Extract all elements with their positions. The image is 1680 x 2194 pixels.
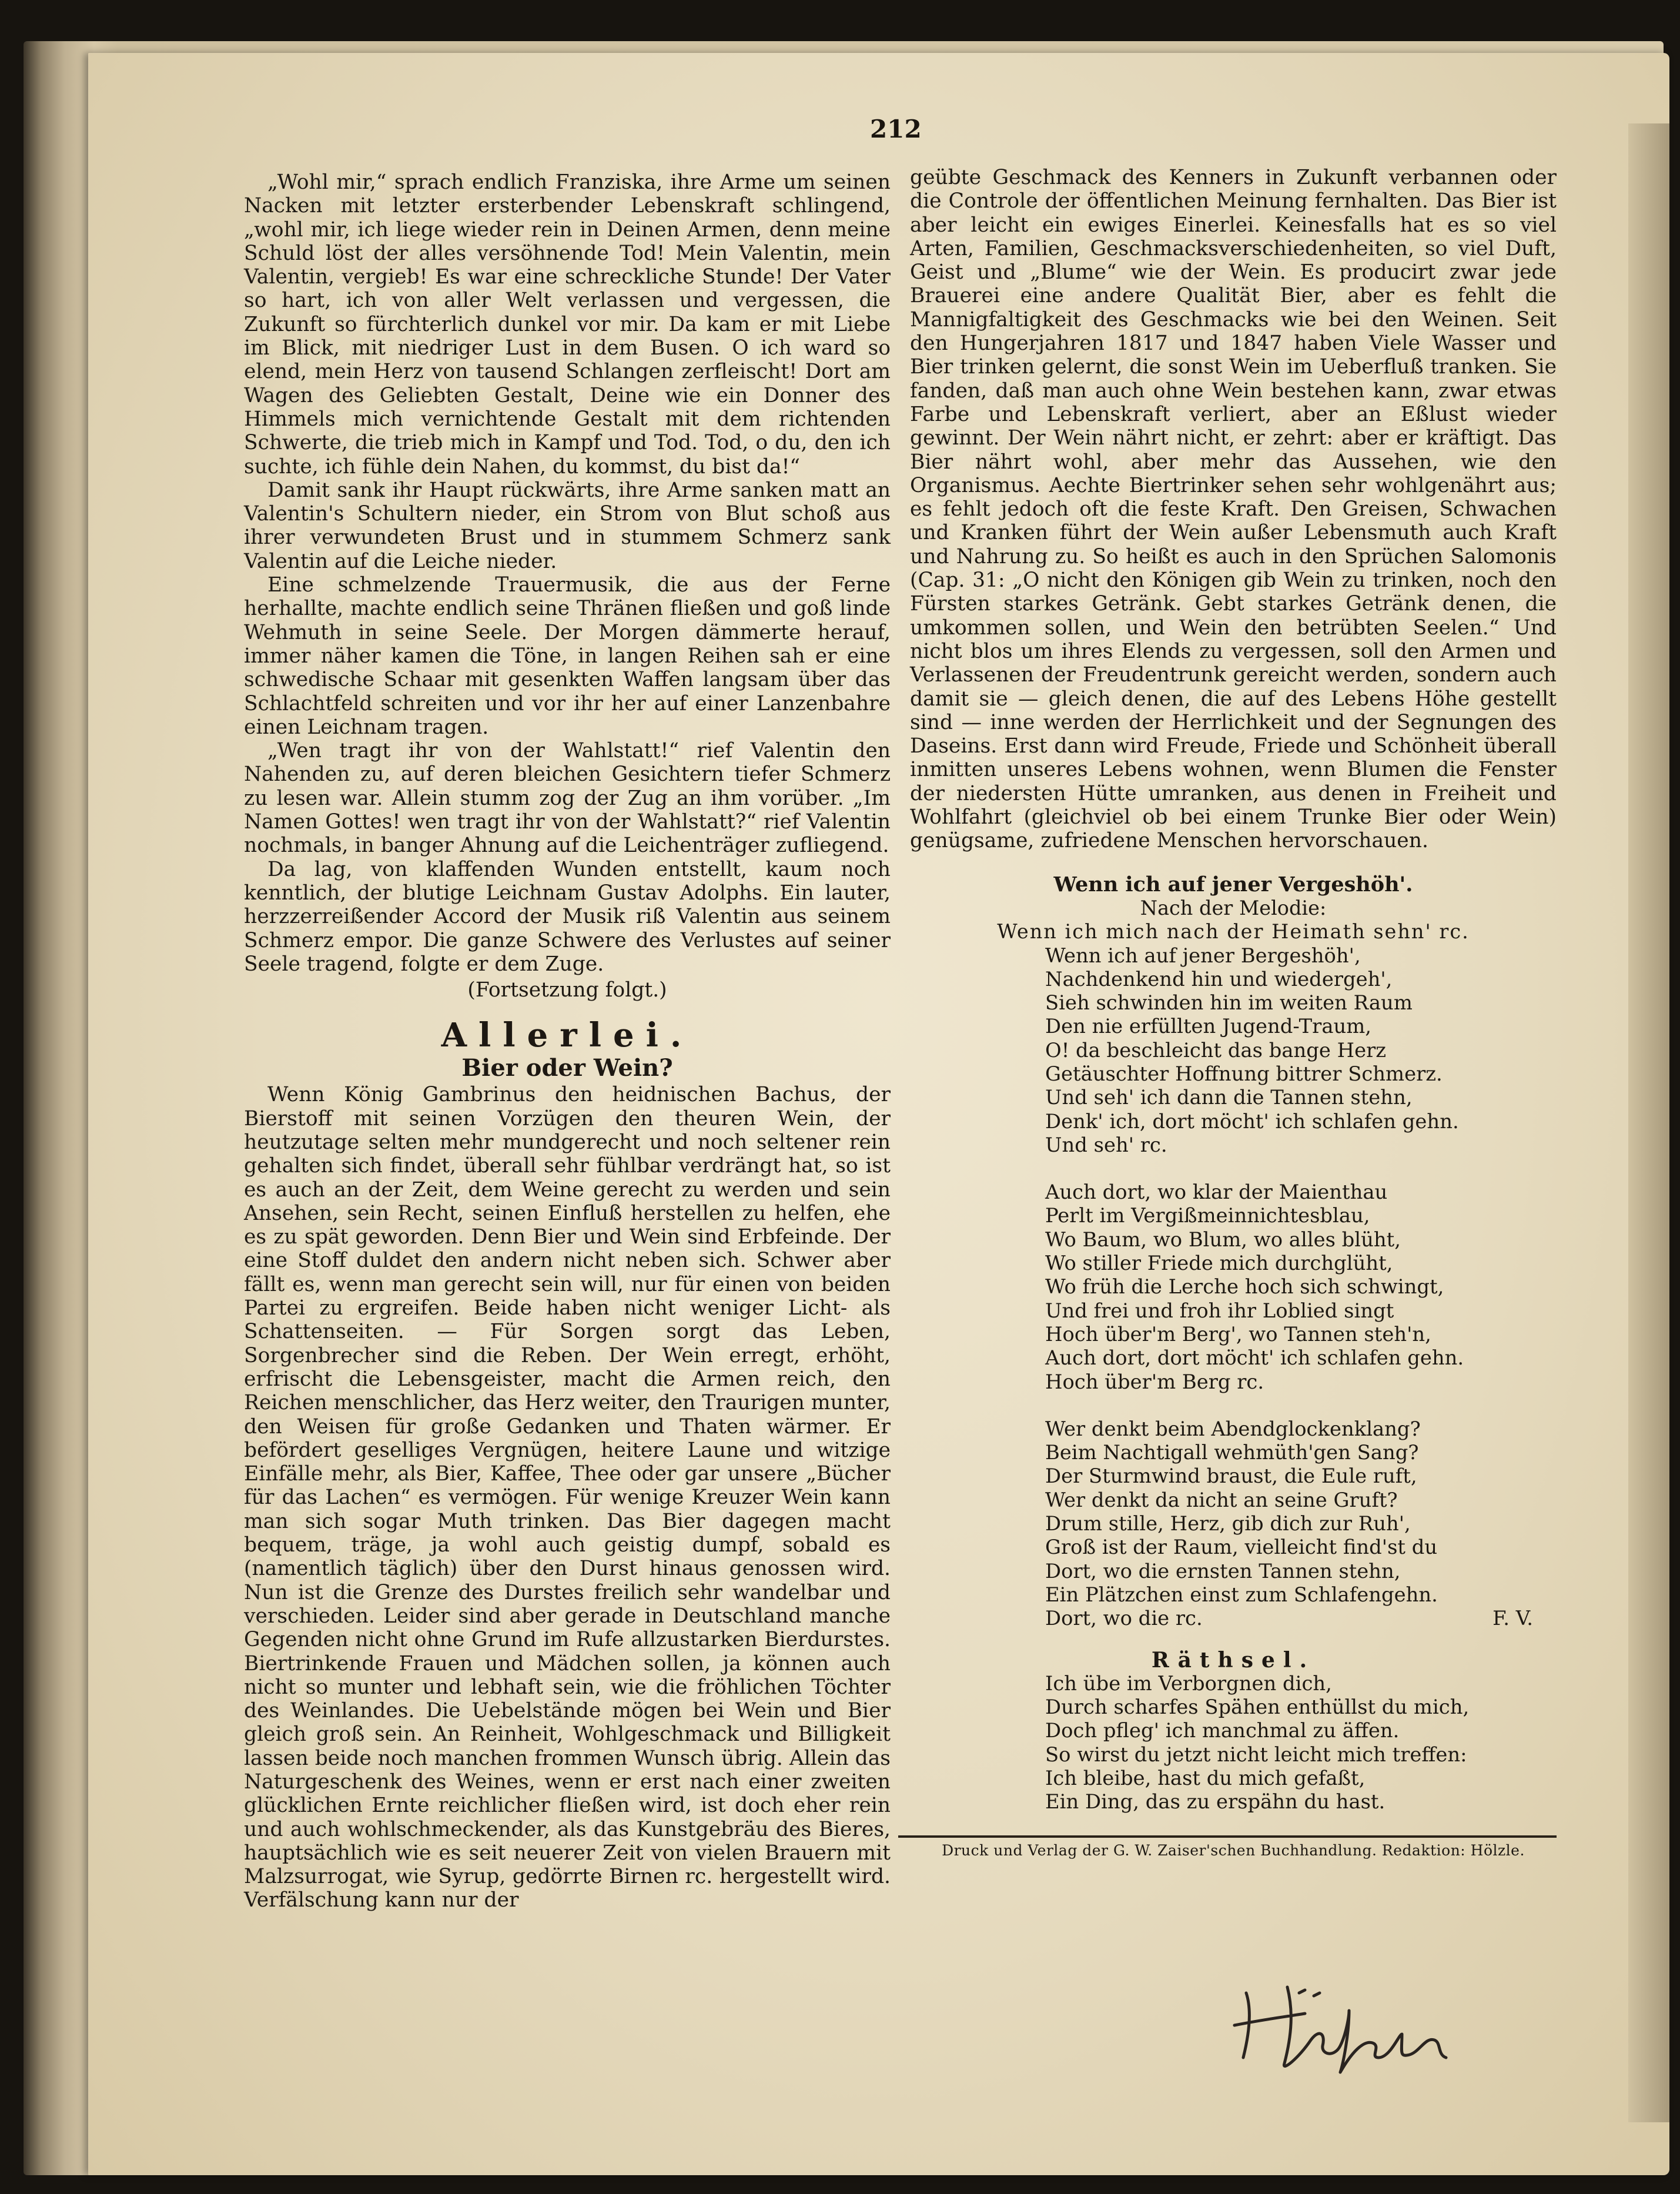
right-column xyxy=(910,166,1557,1860)
poem-line: Denk' ich, dort möcht' ich schlafen gehn. xyxy=(1045,1109,1459,1133)
poem-line: Wer denkt da nicht an seine Gruft? xyxy=(1045,1488,1398,1511)
story-paragraph: Da lag, von klaffenden Wunden entstellt, kaum noch kenntlich, der blutige Leichnam Gustav Adolphs. Ein lauter, herzzerreißender Accord der Musik riß Valentin aus seinem Schmerz empor. Die ganze Schwere des Verlustes auf seiner Seele tragend, folgte er dem Zuge. xyxy=(244,857,891,976)
poem-line: Wenn ich auf jener Bergeshöh', xyxy=(1045,944,1361,967)
poem-line: Sieh schwinden hin im weiten Raum xyxy=(1045,991,1413,1015)
riddle-line: Ich übe im Verborgnen dich, xyxy=(1045,1671,1332,1695)
story-paragraph: „Wen tragt ihr von der Wahlstatt!“ rief Valentin den Nahenden zu, auf deren bleichen Gesichtern tiefer Schmerz zu lesen war. Allein stumm zog der Zug an ihm vorüber. „Im Namen Gottes! wen tragt ihr von der Wahlstatt?“ rief Valentin nochmals, in banger Ahnung auf die Leichenträger zufliegend. xyxy=(244,739,891,858)
poem-stanza xyxy=(1045,944,1557,1158)
melody-label: Nach der Melodie: xyxy=(1140,896,1327,919)
article-title: Bier oder Wein? xyxy=(461,1054,673,1082)
left-column xyxy=(244,170,891,1912)
poem-line: Und seh' rc. xyxy=(1045,1133,1167,1156)
poem-line-text: Dort, wo die rc. xyxy=(1045,1607,1203,1630)
poem-line: Drum stille, Herz, gib dich zur Ruh', xyxy=(1045,1512,1411,1536)
section-title: Allerlei. xyxy=(441,1016,694,1055)
riddle-line: Doch pfleg' ich manchmal zu äffen. xyxy=(1045,1719,1400,1743)
story-paragraph: Eine schmelzende Trauermusik, die aus der Ferne herhallte, machte endlich seine Thränen fließen und goß linde Wehmuth in seine Seele. Der Morgen dämmerte herauf, immer näher kamen die Töne, in langen Reihen sah er eine schwedische Schaar mit gesenkten Waffen langsam über das Schlachtfeld schreiten und vor ihr her auf einer Lanzenbahre einen Leichnam tragen. xyxy=(244,573,891,739)
poem-line: Dort, wo die ernsten Tannen stehn, xyxy=(1045,1559,1401,1583)
poem-line: Perlt im Vergißmeinnichtesblau, xyxy=(1045,1204,1370,1228)
poem-title: Wenn ich auf jener Vergeshöh'. xyxy=(1053,872,1413,897)
next-page-edge xyxy=(1628,123,1669,2122)
poem-line: Wo Baum, wo Blum, wo alles blüht, xyxy=(1045,1228,1401,1251)
continuation-note: (Fortsetzung folgt.) xyxy=(467,978,667,1002)
article-paragraph: geübte Geschmack des Kenners in Zukunft verbannen oder die Controle der öffentlichen Meinung fernhalten. Das Bier ist aber leicht ein ewiges Einerlei. Keinesfalls hat es so viel Arten, Familien, Geschmacksverschiedenheiten, so viel Duft, Geist und „Blume“ wie der Wein. Es producirt zwar jede Brauerei eine andere Qualität Bier, aber es fehlt die Mannigfaltigkeit des Geschmacks wie bei den Weinen. Seit den Hungerjahren 1817 und 1847 haben Viele Wasser und Bier trinken gelernt, die sonst Wein im Ueberfluß tranken. Sie fanden, daß man auch ohne Wein bestehen kann, zwar etwas Farbe und Lebenskraft verliert, aber an Eßlust wieder gewinnt. Der Wein nährt nicht, er zehrt: aber er kräftigt. Das Bier nährt wohl, aber mehr das Aussehen, wie den Organismus. Aechte Biertrinker sehen sehr wohlgenährt aus; es fehlt jedoch oft die feste Kraft. Den Greisen, Schwachen und Kranken führt der Wein außer Lebensmuth auch Kraft und Nahrung zu. So heißt es auch in den Sprüchen Salomonis (Cap. 31: „O nicht den Königen gib Wein zu trinken, noch den Fürsten starkes Getränk. Gebt starkes Getränk denen, die umkommen sollen, und Wein den betrübten Seelen.“ Und nicht blos um ihres Elends zu vergessen, soll den Armen und Verlassenen der Freudentrunk gereicht werden, sondern auch damit sie — gleich denen, die auf des Lebens Höhe gestellt sind — inne werden der Herrlichkeit und der Segnungen des Daseins. Erst dann wird Freude, Friede und Schönheit überall inmitten unseres Lebens wohnen, wenn Blumen die Fenster der niedersten Hütte umranken, aus denen in Freiheit und Wohlfahrt (gleichviel ob bei einem Trunke Bier oder Wein) genügsame, zufriedene Menschen hervorschauen. xyxy=(910,166,1557,853)
handwritten-signature xyxy=(1223,1969,1470,2075)
poem-line xyxy=(1045,1607,1557,1630)
poem-line: Auch dort, dort möcht' ich schlafen gehn. xyxy=(1045,1346,1464,1370)
poem-line: Beim Nachtigall wehmüth'gen Sang? xyxy=(1045,1441,1419,1464)
poem-stanza xyxy=(1045,1180,1557,1394)
poem-line: Der Sturmwind braust, die Eule ruft, xyxy=(1045,1464,1417,1488)
story-paragraph: Damit sank ihr Haupt rückwärts, ihre Arme sanken matt an Valentin's Schultern nieder, ein Strom von Blut schoß aus ihrer verwundeten Brust und in stummem Schmerz sank Valentin auf die Leiche nieder. xyxy=(244,478,891,573)
poem-author: F. V. xyxy=(1492,1607,1533,1630)
poem-line: Getäuschter Hoffnung bittrer Schmerz. xyxy=(1045,1062,1443,1085)
riddle-line: Durch scharfes Spähen enthüllst du mich, xyxy=(1045,1695,1470,1719)
melody-line: Wenn ich mich nach der Heimath sehn' rc. xyxy=(997,920,1470,944)
poem-line: Ein Plätzchen einst zum Schlafengehn. xyxy=(1045,1583,1438,1606)
riddle-line: So wirst du jetzt nicht leicht mich treffen: xyxy=(1045,1743,1467,1766)
poem-line: Auch dort, wo klar der Maienthau xyxy=(1045,1180,1388,1204)
riddle-title: Räthsel. xyxy=(1151,1647,1316,1673)
footer-rule xyxy=(898,1835,1557,1838)
poem-line: O! da beschleicht das bange Herz xyxy=(1045,1038,1387,1062)
poem-line: Den nie erfüllten Jugend-Traum, xyxy=(1045,1015,1372,1038)
imprint: Druck und Verlag der G. W. Zaiser'schen Buchhandlung. Redaktion: Hölzle. xyxy=(942,1841,1525,1859)
poem-line: Und seh' ich dann die Tannen stehn, xyxy=(1045,1086,1413,1109)
poem-stanza xyxy=(1045,1417,1557,1631)
poem-line: Wer denkt beim Abendglockenklang? xyxy=(1045,1417,1421,1440)
poem xyxy=(910,944,1557,1631)
riddle xyxy=(910,1672,1557,1814)
story-paragraph: „Wohl mir,“ sprach endlich Franziska, ihre Arme um seinen Nacken mit letzter ersterbender Lebenskraft schlingend, „wohl mir, ich liege wieder rein in Deinen Armen, denn meine Schuld löst der alles versöhnende Tod! Mein Valentin, mein Valentin, vergieb! Es war eine schreckliche Stunde! Der Vater so hart, ich von aller Welt verlassen und vergessen, die Zukunft so fürchterlich dunkel vor mir. Da kam er mit Liebe im Blick, mit niedriger Lust in dem Busen. O ich ward so elend, mein Herz von tausend Schlangen zerfleischt! Dort am Wagen des Geliebten Gestalt, Deine wie ein Donner des Himmels mich vernichtende Gestalt mit dem richtenden Schwerte, die trieb mich in Kampf und Tod. Tod, o du, den ich suchte, ich fühle dein Nahen, du kommst, du bist da!“ xyxy=(244,170,891,479)
poem-line: Nachdenkend hin und wiedergeh', xyxy=(1045,967,1393,991)
page-number: 212 xyxy=(870,115,922,143)
riddle-line: Ein Ding, das zu erspähn du hast. xyxy=(1045,1790,1386,1814)
poem-line: Hoch über'm Berg rc. xyxy=(1045,1370,1264,1393)
poem-line: Und frei und froh ihr Loblied singt xyxy=(1045,1299,1394,1322)
poem-line: Groß ist der Raum, vielleicht find'st du xyxy=(1045,1536,1438,1559)
poem-line: Hoch über'm Berg', wo Tannen steh'n, xyxy=(1045,1322,1431,1346)
poem-line: Wo früh die Lerche hoch sich schwingt, xyxy=(1045,1275,1444,1299)
riddle-line: Ich bleibe, hast du mich gefaßt, xyxy=(1045,1767,1366,1790)
article-paragraph: Wenn König Gambrinus den heidnischen Bachus, der Bierstoff mit seinen Vorzügen den theuren Wein, der heutzutage selten mehr mundgerecht und noch seltener rein gehalten sich findet, überall sehr fühlbar verdrängt hat, so ist es auch an der Zeit, dem Weine gerecht zu werden und sein Ansehen, sein Recht, seinen Einfluß herstellen zu helfen, ehe es zu spät geworden. Denn Bier und Wein sind Erbfeinde. Der eine Stoff duldet den andern nicht neben sich. Schwer aber fällt es, wenn man gerecht sein will, nur für einen von beiden Partei zu ergreifen. Beide haben nicht weniger Licht- als Schattenseiten. — Für Sorgen sorgt das Leben, Sorgenbrecher sind die Reben. Der Wein erregt, erhöht, erfrischt die Lebensgeister, macht die Armen reich, den Reichen menschlicher, das Herz weiter, den Traurigen munter, den Weisen für große Gedanken und Thaten wärmer. Er befördert geselliges Vergnügen, heitere Laune und witzige Einfälle mehr, als Bier, Kaffee, Thee oder gar unsere „Bücher für das Lachen“ es vermögen. Für wenige Kreuzer Wein kann man sich sogar Muth trinken. Das Bier dagegen macht bequem, träge, ja wohl auch geistig dumpf, sobald es (namentlich täglich) über den Durst hinaus genossen wird. Nun ist die Grenze des Durstes freilich sehr wandelbar und verschieden. Leider sind aber gerade in Deutschland manche Gegenden nicht ohne Grund im Rufe allzustarken Bierdurstes. Biertrinkende Frauen und Mädchen sollen, ja können auch nicht so munter und lebhaft sein, wie die fröhlichen Töchter des Weinlandes. Die Uebelstände mögen bei Wein und Bier gleich groß sein. An Reinheit, Wohlgeschmack und Billigkeit lassen beide noch manchen frommen Wunsch übrig. Allein das Naturgeschenk des Weines, wenn er erst nach einer zweiten glücklichen Ernte reichlicher fließen wird, ist doch eher rein und auch wohlschmeckender, als das Kunstgebräu des Bieres, hauptsächlich wie es seit neuerer Zeit von vielen Brauern mit Malzsurrogat, wie Syrup, gedörrte Birnen rc. hergestellt wird. Verfälschung kann nur der xyxy=(244,1083,891,1912)
poem-line: Wo stiller Friede mich durchglüht, xyxy=(1045,1252,1393,1275)
